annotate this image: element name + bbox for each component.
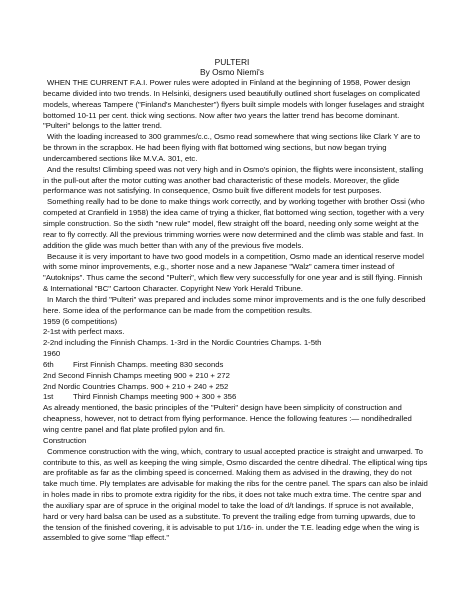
paragraph: And the results! Climbing speed was not very high and in Osmo's opinion, the flights were inconsistent, stalling in the pull-out after the motor cutting was another bad characteristic of these models. Moreover, the glide performance was not satisfying. In consequence, Osmo built five different models for test purposes. xyxy=(43,164,424,196)
article-byline: By Osmo Niemi's xyxy=(200,67,264,77)
result-event: Third Finnish Champs meeting 900 + 300 + 356 xyxy=(73,392,237,402)
result-line: 2-2nd including the Finnish Champs. 1-3rd in the Nordic Countries Champs. 1-5th xyxy=(43,338,322,348)
paragraph: WHEN THE CURRENT F.A.I. Power rules were adopted in Finland at the beginning of 1958, Power design became divided into two trends. In Helsinki, designers used beautifully outlined short fuselages on complicated models, whereas Tampere ("Finland's Manchester") flyers built simple models with longer fuselages and straight bottomed 10-11 per cent. thick wing sections. Now after two years the latter trend has become dominant. "Pulteri" belongs to the latter trend. xyxy=(43,78,425,131)
article-title: PULTERI xyxy=(214,57,250,67)
section-heading: Construction xyxy=(43,435,87,445)
result-line: 2nd Nordic Countries Champs. 900 + 210 + 240 + 252 xyxy=(43,381,229,391)
result-line: 2-1st with perfect maxs. xyxy=(43,327,125,337)
competition-results xyxy=(43,317,428,404)
result-line xyxy=(43,392,428,403)
paragraph: Something really had to be done to make things work correctly, and by working together with brother Ossi (who competed at Cranfield in 1958) the idea came of trying a thicker, flat bottomed wing section, together with a very simple construction. So the sixth "new rule" model, flew straight off the board, needing only some weight at the rear to fly correctly. All the previous trimming worries were now determined and the climb was stable and fast. In addition the glide was much better than with any of the previous five models. xyxy=(43,197,425,250)
paragraph: Because it is very important to have two good models in a competition, Osmo made an identical reserve model with some minor improvements, e.g., shorter nose and a new Japanese "Walz" camera timer instead of "Autoknips". Thus came the second "Pulteri", which flew very successfully for one year and is still flying. Finnish & International "BC" Cartoon Character. Copyright New York Herald Tribune. xyxy=(43,251,424,294)
paragraph: With the loading increased to 300 grammes/c.c., Osmo read somewhere that wing sections like Clark Y are to be thrown in the scrapbox. He had been flying with flat bottomed wing sections, but now began trying undercambered sections like M.V.A. 301, etc. xyxy=(43,132,421,163)
results-year: 1959 (6 competitions) xyxy=(43,316,118,326)
results-year: 1960 xyxy=(43,349,61,359)
result-place: 1st xyxy=(43,392,54,402)
result-line xyxy=(43,360,428,371)
paragraph: Commence construction with the wing, which, contrary to usual accepted practice is straight and unwarped. To contribute to this, as well as keeping the wing simple, Osmo discarded the centre dihedral. The elliptical wing tips are profitable as far as the climbing speed is concerned. Making them as advised in the drawing, they do not take much time. Ply templates are advisable for making the ribs for the centre panel. The spars can also be inlaid in holes made in ribs to promote extra rigidity for the ribs, it does not take much extra time. The centre spar and the auxiliary spar are of spruce in the original model to take the load of d/t landings. If spruce is not available, hard or very hard balsa can be used as a substitute. To prevent the trailing edge from turning upwards, due to the tension of the finished covering, it is advisable to put 1/16- in. under the T.E. leading edge when the wing is assembled to give some "flap effect." xyxy=(43,446,428,543)
result-event: First Finnish Champs. meeting 830 seconds xyxy=(73,359,224,369)
paragraph: In March the third "Pulteri" was prepared and includes some minor improvements and is the one fully described here. Some idea of the performance can be made from the competition results. xyxy=(43,294,426,315)
result-place: 6th xyxy=(43,359,54,369)
result-line: 2nd Second Finnish Champs meeting 900 + 210 + 272 xyxy=(43,370,230,380)
article-body xyxy=(43,78,428,544)
paragraph: As already mentioned, the basic principles of the "Pulteri" design have been simplicity of construction and cheapness, however, not to detract from flying performance. Hence the following features :— nondihedralled wing centre panel and flat plate profiled pylon and fin. xyxy=(43,403,412,434)
